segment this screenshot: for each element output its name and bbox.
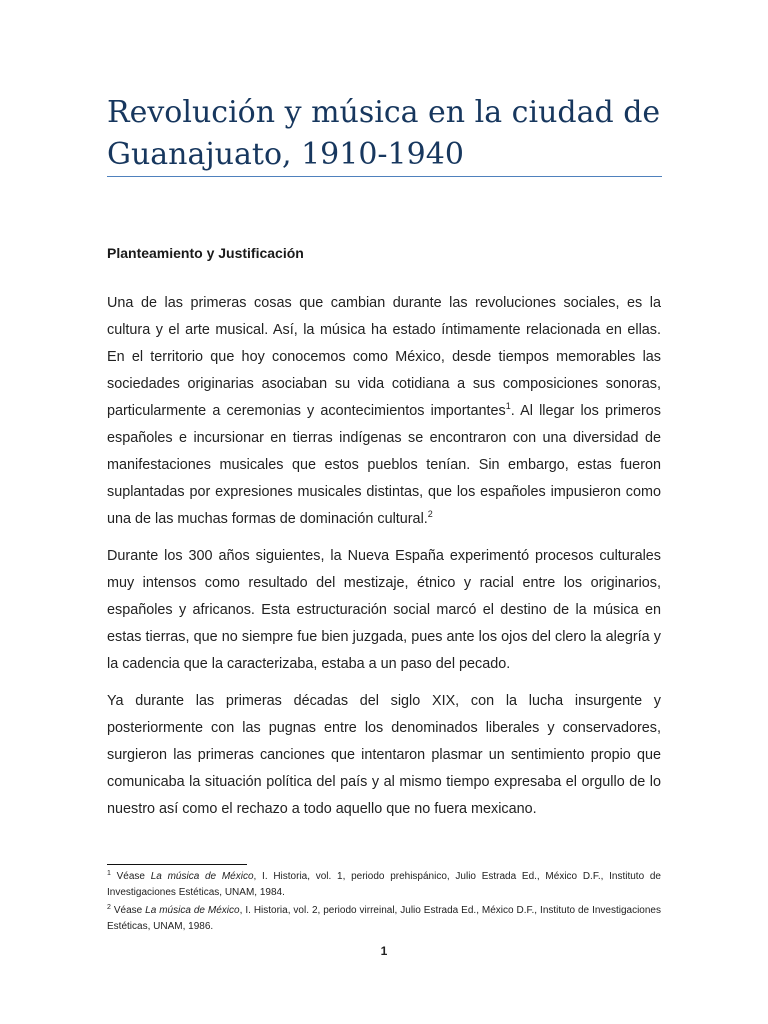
footnote-ref-1[interactable]: 1 <box>505 401 511 411</box>
footnote-ref-2[interactable]: 2 <box>427 509 433 519</box>
paragraph-1 <box>107 290 661 533</box>
page-number: 1 <box>380 944 388 958</box>
section-heading: Planteamiento y Justificación <box>107 245 304 261</box>
footnote-work-title: La música de México <box>145 905 240 916</box>
footnote-citation: , I. Historia, vol. 2, periodo virreinal, Julio Estrada Ed., México D.F., Instituto de Investigaciones Estéticas, UNAM, 1986. <box>107 905 661 932</box>
body-text <box>107 290 661 833</box>
footnote-citation: , I. Historia, vol. 1, periodo prehispánico, Julio Estrada Ed., México D.F., Instituto de Investigaciones Estéticas, UNAM, 1984. <box>107 871 661 898</box>
footnote-2 <box>107 903 661 935</box>
footnote-prefix: Véase <box>110 871 151 882</box>
footnote-1 <box>107 869 661 901</box>
title-underline <box>107 176 662 177</box>
document-title: Revolución y música en la ciudad de Guanajuato, 1910-1940 <box>107 95 661 172</box>
footnote-number: 2 <box>107 904 111 911</box>
paragraph-3: Ya durante las primeras décadas del siglo XIX, con la lucha insurgente y posteriormente con las pugnas entre los denominados liberales y conservadores, surgieron las primeras canciones que intentaron plasmar un sentimiento propio que comunicaba la situación política del país y al mismo tiempo expresaba el orgullo de lo nuestro así como el rechazo a todo aquello que no fuera mexicano. <box>107 693 661 817</box>
footnote-separator <box>107 864 247 865</box>
footnote-prefix: Véase <box>110 905 146 916</box>
paragraph-1-part-1: Una de las primeras cosas que cambian durante las revoluciones sociales, es la cultura y el arte musical. Así, la música ha estado íntimamente relacionada en ellas. En el territorio que hoy conocemos como México, desde tiempos memorables las sociedades originarias asociaban su vida cotidiana a sus composiciones sonoras, particularmente a ceremonias y acontecimientos importantes <box>107 295 661 419</box>
footnote-work-title: La música de México <box>150 871 254 882</box>
paragraph-2: Durante los 300 años siguientes, la Nueva España experimentó procesos culturales muy intensos como resultado del mestizaje, étnico y racial entre los originarios, españoles y africanos. Esta estructuración social marcó el destino de la música en estas tierras, que no siempre fue bien juzgada, pues ante los ojos del clero la alegría y la cadencia que la caracterizaba, estaba a un paso del pecado. <box>107 548 661 672</box>
footnotes <box>107 869 661 937</box>
footnote-number: 1 <box>107 870 111 877</box>
paragraph-1-part-2: . Al llegar los primeros españoles e incursionar en tierras indígenas se encontraron con una diversidad de manifestaciones musicales que estos pueblos tenían. Sin embargo, estas fueron suplantadas por expresiones musicales distintas, que los españoles impusieron como una de las muchas formas de dominación cultural. <box>107 403 661 527</box>
